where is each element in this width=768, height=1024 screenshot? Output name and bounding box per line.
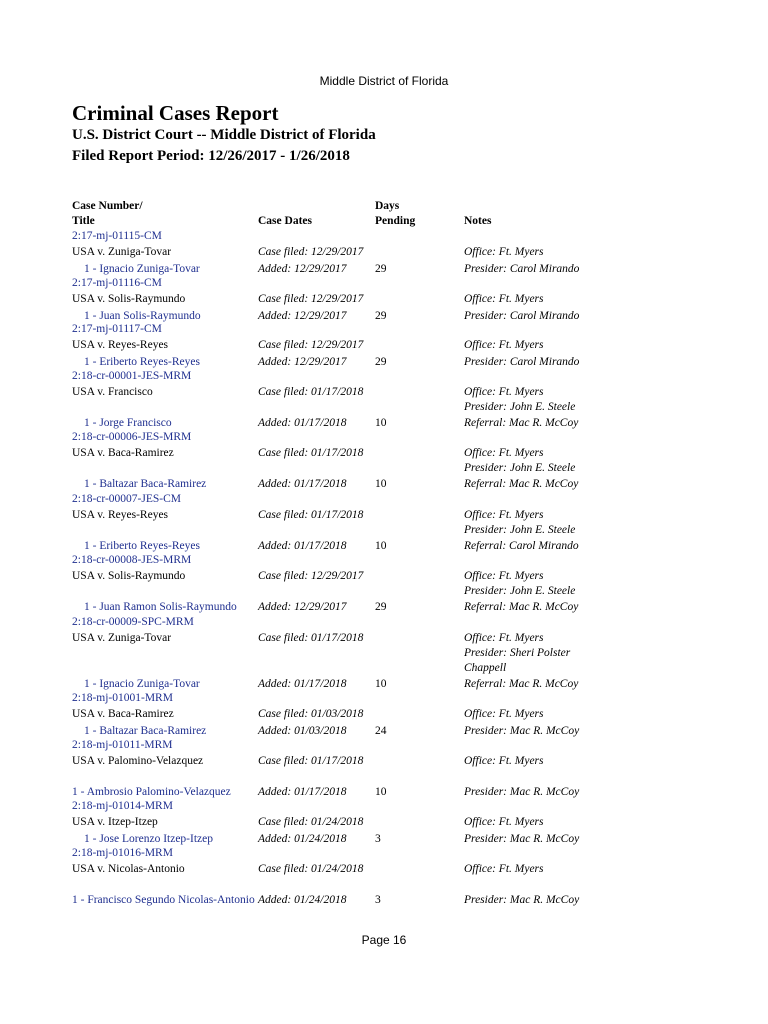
case-note: Presider: Sheri Polster bbox=[464, 647, 571, 659]
column-header-days-line2: Pending bbox=[375, 215, 416, 227]
case-office: Office: Ft. Myers bbox=[464, 632, 544, 644]
case-number-link[interactable]: 2:18-cr-00001-JES-MRM bbox=[72, 370, 192, 382]
days-pending: 10 bbox=[375, 786, 387, 798]
case-title: USA v. Itzep-Itzep bbox=[72, 816, 158, 828]
defendant-link[interactable]: 1 - Francisco Segundo Nicolas-Antonio bbox=[72, 894, 255, 906]
case-title-row bbox=[0, 706, 768, 722]
case-number-link[interactable]: 2:18-cr-00009-SPC-MRM bbox=[72, 616, 194, 628]
case-note: Presider: Mac R. McCoy bbox=[464, 894, 580, 906]
case-title: USA v. Palomino-Velazquez bbox=[72, 755, 204, 767]
defendant-added-date: Added: 12/29/2017 bbox=[258, 263, 347, 275]
case-note: Presider: Carol Mirando bbox=[464, 356, 580, 368]
case-number-row bbox=[0, 614, 768, 630]
case-title-row bbox=[0, 337, 768, 353]
case-note: Presider: Carol Mirando bbox=[464, 263, 580, 275]
case-note: Presider: Mac R. McCoy bbox=[464, 833, 580, 845]
case-title: USA v. Zuniga-Tovar bbox=[72, 632, 172, 644]
defendant-link[interactable]: 1 - Ignacio Zuniga-Tovar bbox=[84, 678, 200, 690]
case-number-link[interactable]: 2:18-cr-00006-JES-MRM bbox=[72, 431, 192, 443]
case-number-row bbox=[0, 798, 768, 814]
days-pending: 29 bbox=[375, 263, 387, 275]
case-office: Office: Ft. Myers bbox=[464, 509, 544, 521]
case-number-link[interactable]: 2:17-mj-01116-CM bbox=[72, 277, 162, 289]
case-office: Office: Ft. Myers bbox=[464, 708, 544, 720]
case-title: USA v. Nicolas-Antonio bbox=[72, 863, 185, 875]
defendant-link[interactable]: 1 - Baltazar Baca-Ramirez bbox=[84, 725, 207, 737]
case-title-row bbox=[0, 291, 768, 307]
column-header-days-pending bbox=[375, 199, 415, 229]
case-number-row bbox=[0, 321, 768, 337]
case-title-row bbox=[0, 507, 768, 523]
case-filed-date: Case filed: 01/24/2018 bbox=[258, 863, 364, 875]
defendant-added-date: Added: 12/29/2017 bbox=[258, 601, 347, 613]
defendant-added-date: Added: 12/29/2017 bbox=[258, 310, 347, 322]
case-number-row bbox=[0, 228, 768, 244]
defendant-added-date: Added: 01/17/2018 bbox=[258, 678, 347, 690]
case-title-row bbox=[0, 861, 768, 877]
case-title-row bbox=[0, 753, 768, 769]
defendant-added-date: Added: 01/17/2018 bbox=[258, 786, 347, 798]
case-number-link[interactable]: 2:18-cr-00007-JES-CM bbox=[72, 493, 182, 505]
case-office: Office: Ft. Myers bbox=[464, 816, 544, 828]
column-header-notes: Notes bbox=[464, 215, 492, 227]
case-filed-date: Case filed: 01/17/2018 bbox=[258, 632, 364, 644]
case-number-row bbox=[0, 737, 768, 753]
defendant-link[interactable]: 1 - Juan Solis-Raymundo bbox=[84, 310, 201, 322]
case-title: USA v. Baca-Ramirez bbox=[72, 447, 174, 459]
case-number-row bbox=[0, 429, 768, 445]
court-header: Middle District of Florida bbox=[319, 74, 449, 88]
defendant-link[interactable]: 1 - Eriberto Reyes-Reyes bbox=[84, 540, 200, 552]
defendant-link[interactable]: 1 - Baltazar Baca-Ramirez bbox=[84, 478, 207, 490]
case-filed-date: Case filed: 12/29/2017 bbox=[258, 293, 364, 305]
page-number: Page 16 bbox=[361, 933, 407, 947]
case-filed-date: Case filed: 01/17/2018 bbox=[258, 755, 364, 767]
defendant-link[interactable]: 1 - Ignacio Zuniga-Tovar bbox=[84, 263, 200, 275]
defendant-link[interactable]: 1 - Eriberto Reyes-Reyes bbox=[84, 356, 200, 368]
case-title: USA v. Baca-Ramirez bbox=[72, 708, 174, 720]
case-title-row bbox=[0, 244, 768, 260]
case-title-row bbox=[0, 568, 768, 584]
case-filed-date: Case filed: 12/29/2017 bbox=[258, 339, 364, 351]
case-title: USA v. Reyes-Reyes bbox=[72, 509, 169, 521]
case-title-row bbox=[0, 814, 768, 830]
case-number-row bbox=[0, 690, 768, 706]
case-note: Referral: Carol Mirando bbox=[464, 540, 579, 552]
report-subtitle: U.S. District Court -- Middle District of Florida bbox=[72, 127, 376, 143]
case-number-row bbox=[0, 552, 768, 568]
case-note: Presider: John E. Steele bbox=[464, 524, 576, 536]
case-title: USA v. Francisco bbox=[72, 386, 153, 398]
case-filed-date: Case filed: 12/29/2017 bbox=[258, 570, 364, 582]
case-filed-date: Case filed: 01/17/2018 bbox=[258, 509, 364, 521]
days-pending: 24 bbox=[375, 725, 387, 737]
defendant-added-date: Added: 01/24/2018 bbox=[258, 894, 347, 906]
defendant-row bbox=[0, 599, 768, 615]
defendant-row bbox=[0, 476, 768, 492]
defendant-row bbox=[0, 892, 768, 908]
column-header-case-number-line1: Case Number/ bbox=[72, 200, 143, 212]
case-note: Referral: Mac R. McCoy bbox=[464, 601, 579, 613]
case-office: Office: Ft. Myers bbox=[464, 863, 544, 875]
case-number-link[interactable]: 2:18-mj-01014-MRM bbox=[72, 800, 173, 812]
case-number-link[interactable]: 2:17-mj-01117-CM bbox=[72, 323, 162, 335]
case-title: USA v. Zuniga-Tovar bbox=[72, 246, 172, 258]
defendant-added-date: Added: 01/24/2018 bbox=[258, 833, 347, 845]
defendant-link[interactable]: 1 - Juan Ramon Solis-Raymundo bbox=[84, 601, 237, 613]
case-filed-date: Case filed: 01/03/2018 bbox=[258, 708, 364, 720]
case-note: Referral: Mac R. McCoy bbox=[464, 678, 579, 690]
case-number-link[interactable]: 2:18-mj-01011-MRM bbox=[72, 739, 173, 751]
case-title: USA v. Reyes-Reyes bbox=[72, 339, 169, 351]
case-note: Presider: John E. Steele bbox=[464, 462, 576, 474]
case-number-row bbox=[0, 491, 768, 507]
defendant-added-date: Added: 12/29/2017 bbox=[258, 356, 347, 368]
case-filed-date: Case filed: 12/29/2017 bbox=[258, 246, 364, 258]
days-pending: 10 bbox=[375, 540, 387, 552]
defendant-link[interactable]: 1 - Jose Lorenzo Itzep-Itzep bbox=[84, 833, 213, 845]
days-pending: 3 bbox=[375, 894, 381, 906]
days-pending: 3 bbox=[375, 833, 381, 845]
case-number-link[interactable]: 2:17-mj-01115-CM bbox=[72, 230, 162, 242]
case-title-row bbox=[0, 384, 768, 400]
case-number-link[interactable]: 2:18-cr-00008-JES-MRM bbox=[72, 554, 192, 566]
case-number-row bbox=[0, 368, 768, 384]
case-title: USA v. Solis-Raymundo bbox=[72, 293, 186, 305]
case-note: Referral: Mac R. McCoy bbox=[464, 478, 579, 490]
case-title-row bbox=[0, 630, 768, 646]
defendant-added-date: Added: 01/03/2018 bbox=[258, 725, 347, 737]
case-office: Office: Ft. Myers bbox=[464, 755, 544, 767]
case-number-row bbox=[0, 275, 768, 291]
defendant-link[interactable]: 1 - Ambrosio Palomino-Velazquez bbox=[72, 786, 231, 798]
days-pending: 10 bbox=[375, 417, 387, 429]
case-filed-date: Case filed: 01/17/2018 bbox=[258, 447, 364, 459]
days-pending: 29 bbox=[375, 310, 387, 322]
days-pending: 10 bbox=[375, 678, 387, 690]
report-title: Criminal Cases Report bbox=[72, 101, 279, 125]
case-title-row bbox=[0, 445, 768, 461]
column-header-case-dates: Case Dates bbox=[258, 215, 312, 227]
case-office: Office: Ft. Myers bbox=[464, 386, 544, 398]
case-note: Presider: Carol Mirando bbox=[464, 310, 580, 322]
column-header-case-number bbox=[72, 199, 143, 229]
case-note: Chappell bbox=[464, 662, 507, 674]
case-number-row bbox=[0, 845, 768, 861]
days-pending: 10 bbox=[375, 478, 387, 490]
defendant-link[interactable]: 1 - Jorge Francisco bbox=[84, 417, 172, 429]
case-note: Presider: John E. Steele bbox=[464, 585, 576, 597]
defendant-added-date: Added: 01/17/2018 bbox=[258, 478, 347, 490]
case-office: Office: Ft. Myers bbox=[464, 339, 544, 351]
case-office: Office: Ft. Myers bbox=[464, 447, 544, 459]
days-pending: 29 bbox=[375, 356, 387, 368]
days-pending: 29 bbox=[375, 601, 387, 613]
case-note: Presider: Mac R. McCoy bbox=[464, 786, 580, 798]
case-number-link[interactable]: 2:18-mj-01016-MRM bbox=[72, 847, 173, 859]
column-header-days-line1: Days bbox=[375, 200, 400, 212]
defendant-added-date: Added: 01/17/2018 bbox=[258, 540, 347, 552]
case-note: Presider: John E. Steele bbox=[464, 401, 576, 413]
case-filed-date: Case filed: 01/24/2018 bbox=[258, 816, 364, 828]
case-filed-date: Case filed: 01/17/2018 bbox=[258, 386, 364, 398]
case-note: Presider: Mac R. McCoy bbox=[464, 725, 580, 737]
case-office: Office: Ft. Myers bbox=[464, 246, 544, 258]
case-number-link[interactable]: 2:18-mj-01001-MRM bbox=[72, 692, 173, 704]
case-office: Office: Ft. Myers bbox=[464, 570, 544, 582]
report-period: Filed Report Period: 12/26/2017 - 1/26/2018 bbox=[72, 148, 350, 164]
case-office: Office: Ft. Myers bbox=[464, 293, 544, 305]
column-header-case-number-line2: Title bbox=[72, 215, 95, 227]
defendant-added-date: Added: 01/17/2018 bbox=[258, 417, 347, 429]
case-title: USA v. Solis-Raymundo bbox=[72, 570, 186, 582]
case-note: Referral: Mac R. McCoy bbox=[464, 417, 579, 429]
